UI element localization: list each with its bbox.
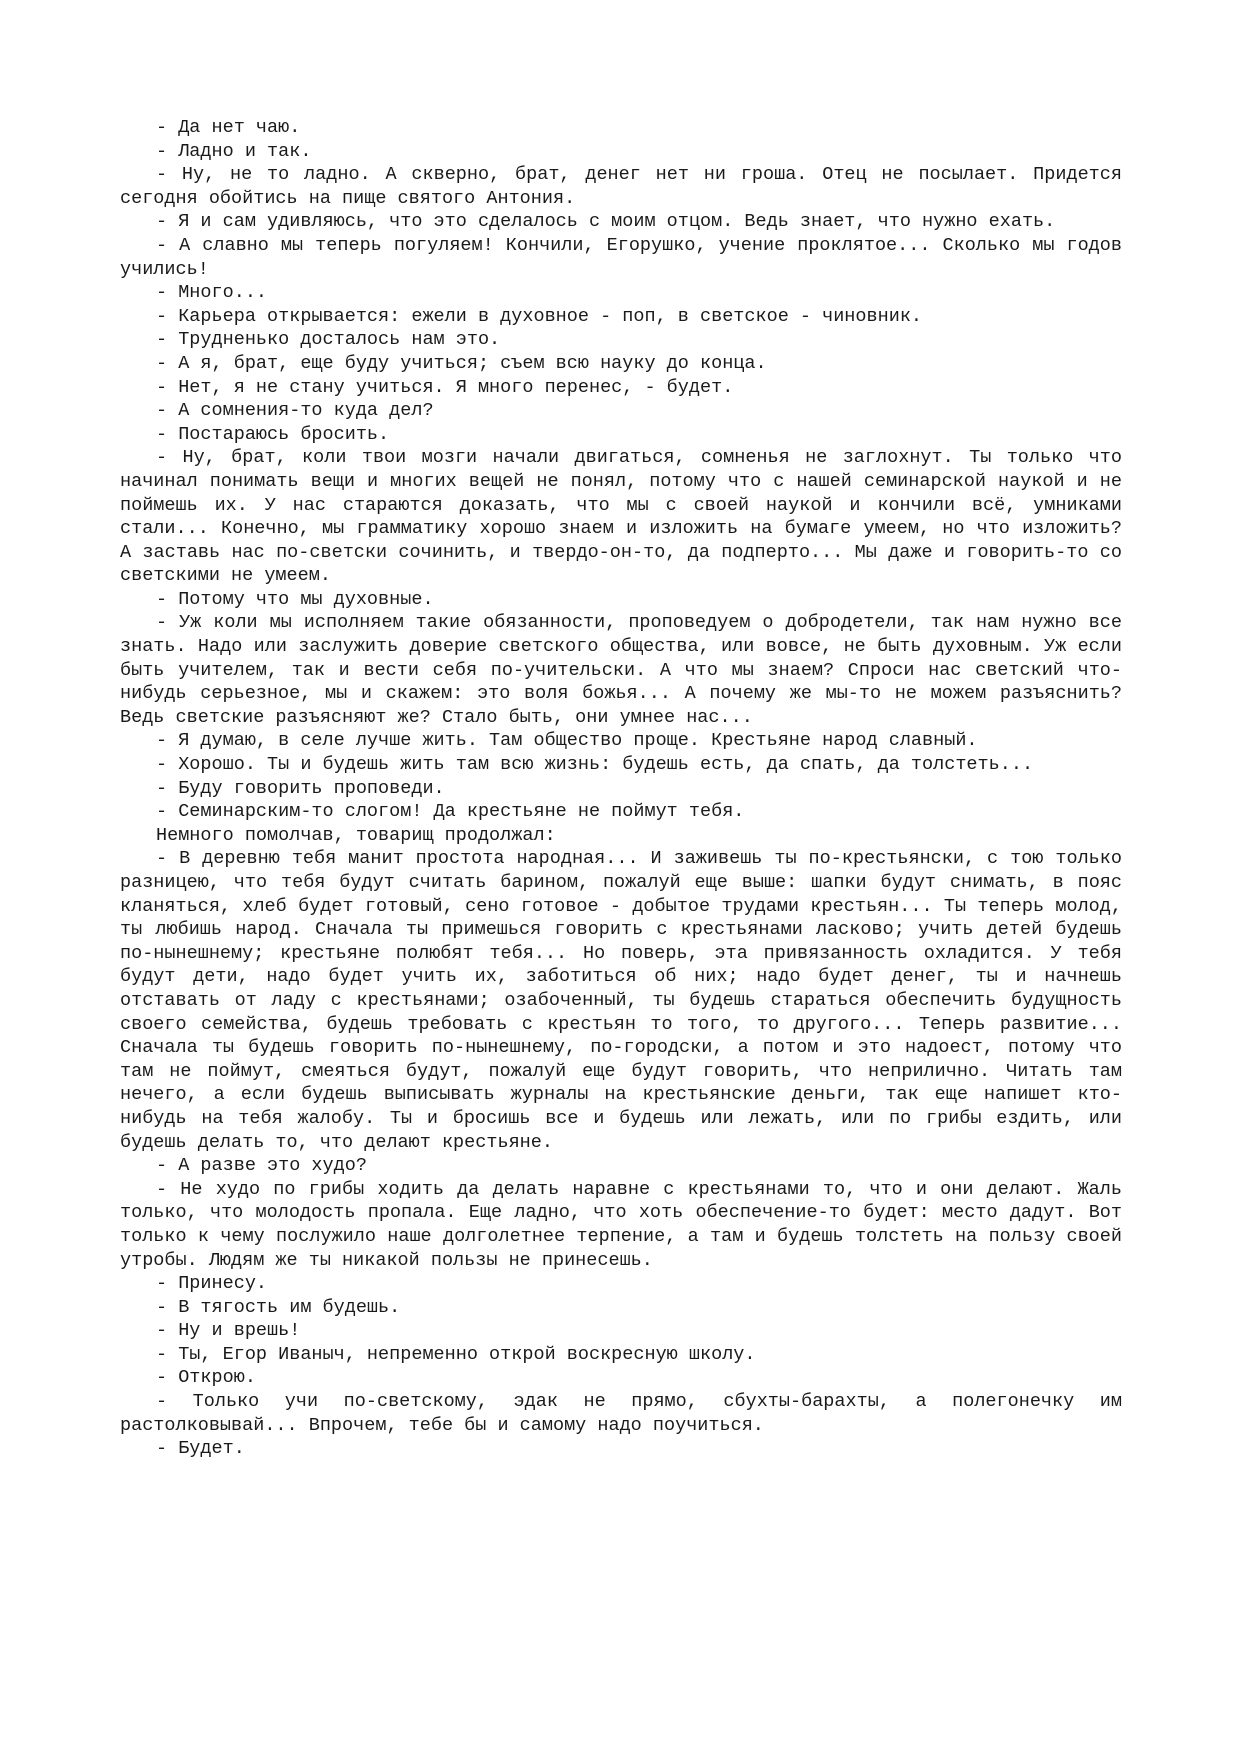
paragraph: - Да нет чаю. [156,117,301,138]
paragraph: - Только учи по-светскому, эдак не прямо, сбухты-барахты, а полегонечку им растолковывай... Впрочем, тебе бы и самому надо поучиться. [120,1391,1122,1436]
paragraph: - Принесу. [156,1273,268,1295]
paragraph: - Карьера открывается: ежели в духовное - поп, в светское - чиновник. [156,305,923,327]
paragraph: - Много... [156,282,268,304]
paragraph: - Будет. [156,1438,245,1460]
paragraph: - А разве это худо? [156,1155,367,1177]
paragraph: - Хорошо. Ты и будешь жить там всю жизнь: будешь есть, да спать, да толстеть... [156,754,1034,776]
paragraph: - А славно мы теперь погуляем! Кончили, Егорушко, учение проклятое... Сколько мы годов учились! [120,234,1122,280]
paragraph: - Ну, не то ладно. А скверно, брат, денег нет ни гроша. Отец не посылает. Придется сегодня обойтись на пище святого Антония. [120,164,1122,209]
paragraph: - Ладно и так. [156,140,312,162]
paragraph: - Нет, я не стану учиться. Я много перенес, - будет. [156,376,734,398]
paragraph: - Трудненько досталось нам это. [156,329,501,351]
paragraph: - Не худо по грибы ходить да делать наравне с крестьянами то, что и они делают. Жаль только, что молодость пропала. Еще ладно, что хоть обеспечение-то будет: место дадут. Вот только к чему послужило наше долголетнее терпение, а там и будешь толстеть на пользу своей утробы. Людям же ты никакой пользы не принесешь. [120,1178,1122,1271]
paragraph: - Я думаю, в селе лучше жить. Там общество проще. Крестьяне народ славный. [156,730,978,752]
document-page [120,116,1122,1461]
paragraph: - Ты, Егор Иваныч, непременно открой воскресную школу. [156,1343,756,1365]
paragraph: - В деревню тебя манит простота народная... И заживешь ты по-крестьянски, с тою только разницею, что тебя будут считать барином, пожалуй еще выше: шапки будут снимать, в пояс кланяться, хлеб будет готовый, сено готовое - добытое трудами крестьян... Ты теперь молод, ты любишь народ. Сначала ты примешься говорить с крестьянами ласково; учить детей будешь по-нынешнему; крестьяне полюбят тебя... Но поверь, эта привязанность охладится. У тебя будут дети, надо будет учить их, заботиться об них; надо будет денег, ты и начнешь отставать от ладу с крестьянами; озабоченный, ты будешь стараться обеспечить будущность своего семейства, будешь требовать с крестьян то того, то другого... Теперь развитие... Сначала ты будешь говорить по-нынешнему, по-городски, а потом и это надоест, потому что там не поймут, смеяться будут, пожалуй еще будут говорить, что неприлично. Читать там нечего, а если будешь выписывать журналы на крестьянские деньги, так еще напишет кто-нибудь на тебя жалобу. Ты и бросишь все и будешь или лежать, или по грибы ездить, или будешь делать то, что делают крестьяне. [120,848,1122,1153]
paragraph: - Буду говорить проповеди. [156,777,445,799]
paragraph: - Постараюсь бросить. [156,423,390,445]
paragraph: - А я, брат, еще буду учиться; съем всю науку до конца. [156,352,767,374]
paragraph: - Семинарским-то слогом! Да крестьяне не поймут тебя. [156,801,745,823]
paragraph: - Я и сам удивляюсь, что это сделалось с моим отцом. Ведь знает, что нужно ехать. [156,211,1056,233]
paragraph: - Уж коли мы исполняем такие обязанности, проповедуем о добродетели, так нам нужно все знать. Надо или заслужить доверие светского общества, или вовсе, не быть духовным. Уж если быть учителем, так и вести себя по-учительски. А что мы знаем? Спроси нас светский что-нибудь серьезное, мы и скажем: это воля божья... А почему же мы-то не можем разъяснить? Ведь светские разъясняют же? Стало быть, они умнее нас... [120,612,1122,728]
paragraph: - Ну и врешь! [156,1320,301,1342]
paragraph: - А сомнения-то куда дел? [156,400,434,422]
paragraph: - В тягость им будешь. [156,1296,401,1318]
paragraph: - Потому что мы духовные. [156,588,434,610]
paragraph: Немного помолчав, товарищ продолжал: [156,824,556,846]
paragraph: - Открою. [156,1367,256,1389]
paragraph: - Ну, брат, коли твои мозги начали двигаться, сомненья не заглохнут. Ты только что начинал понимать вещи и многих вещей не понял, потому что с нашей семинарской наукой и не поймешь их. У нас стараются доказать, что мы с своей наукой и кончили всё, умниками стали... Конечно, мы грамматику хорошо знаем и изложить на бумаге умеем, но что изложить? А заставь нас по-светски сочинить, и твердо-он-то, да подперто... Мы даже и говорить-то со светскими не умеем. [120,447,1122,587]
